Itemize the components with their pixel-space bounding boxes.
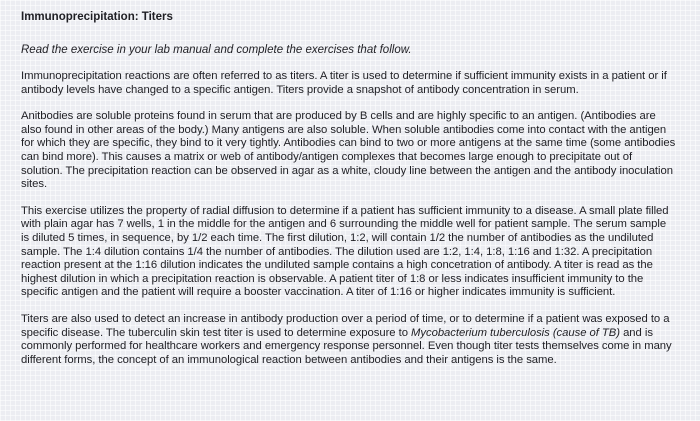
organism-name: Mycobacterium tuberculosis (cause of TB) — [411, 326, 620, 339]
paragraph-titer-uses-part2: and is commonly performed for healthcare workers and emergency response personnel. Even though titer tests themselves come in many different forms, the concept of an immunological reaction between antibodies and their antigens is the same. — [21, 326, 672, 366]
paragraph-titer-uses — [21, 313, 676, 367]
page-title: Immunoprecipitation: Titers — [21, 11, 173, 23]
paragraph-titer-uses-part1: Titers are also used to detect an increase in antibody production over a period of time, or to determine if a patient was exposed to a specific disease. The tuberculin skin test titer is used to determine exposure to — [21, 312, 670, 339]
paragraph-titers-intro: Immunoprecipitation reactions are often referred to as titers. A titer is used to determine if sufficient immunity exists in a patient or if antibody levels have changed to a specific antigen. Titers provide a snapshot of antibody concentration in serum. — [21, 70, 667, 96]
paragraph-antibodies: Anitbodies are soluble proteins found in serum that are produced by B cells and are highly specific to an antigen. (Antibodies are also found in other areas of the body.) Many antigens are also soluble. When soluble antibodies come into contact with the antigen for which they are specific, they bind to it very tightly. Antibodies can bind to two or more antigens at the same time (some antibodies can bind more). This causes a matrix or web of antibody/antigen complexes that becomes large enough to precipitate out of solution. The precipitation reaction can be observed in agar as a white, cloudy line between the antigen and the antibody inoculation sites. — [21, 110, 676, 191]
instruction-text: Read the exercise in your lab manual and complete the exercises that follow. — [21, 44, 412, 56]
paragraph-radial-diffusion: This exercise utilizes the property of radial diffusion to determine if a patient has sufficient immunity to a disease. A small plate filled with plain agar has 7 wells, 1 in the middle for the antigen and 6 surrounding the middle well for patient sample. The serum sample is diluted 5 times, in sequence, by 1/2 each time. The first dilution, 1:2, will contain 1/2 the number of antibodies as the undiluted sample. The 1:4 dilution contains 1/4 the number of antibodies. The dilution used are 1:2, 1:4, 1:8, 1:16 and 1:32. A precipitation reaction present at the 1:16 dilution indicates the undiluted sample contains a high concetration of antibody. A titer is read as the highest dilution in which a precipitation reaction is observable. A patient titer of 1:8 or less indicates insufficient immunity to the specific antigen and the patient will require a booster vaccination. A titer of 1:16 or higher indicates immunity is sufficient. — [21, 204, 669, 299]
